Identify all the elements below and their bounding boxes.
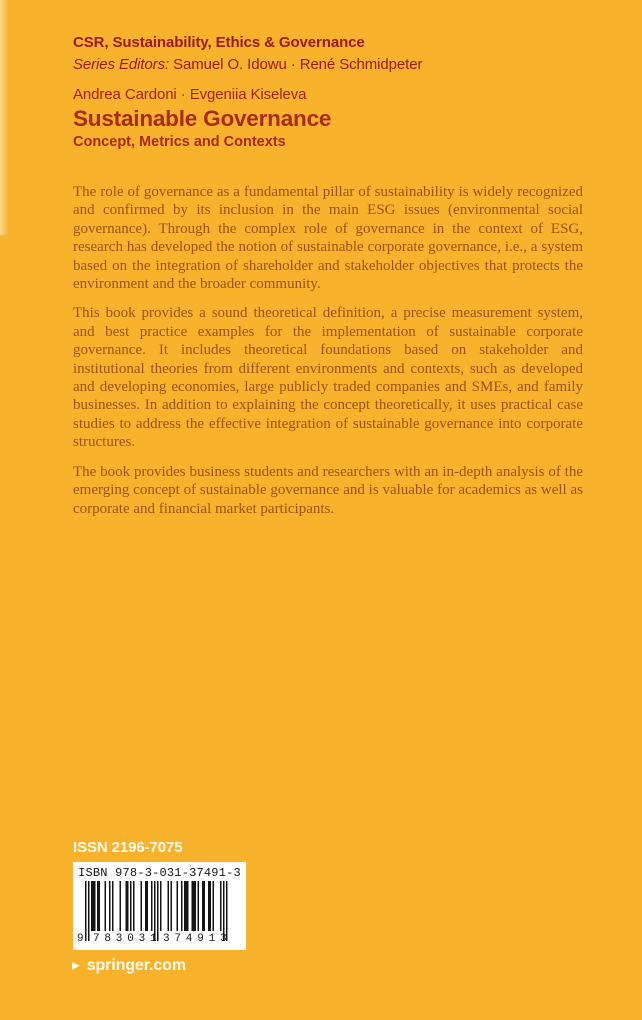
series-editors (73, 55, 422, 74)
ean-digit-first: 9 (77, 933, 84, 945)
springer-arrow-icon: ▶ (72, 960, 80, 972)
series-editors-names: Samuel O. Idowu · René Schmidpeter (173, 56, 423, 73)
title-block (73, 85, 331, 151)
back-cover-blurb (73, 183, 583, 529)
book-title: Sustainable Governance (73, 106, 332, 131)
issn-number: ISSN 2196-7075 (73, 839, 183, 856)
isbn-number: ISBN 978-3-031-37491-3 (78, 866, 241, 880)
series-header (73, 33, 422, 74)
series-editors-label: Series Editors: (73, 56, 170, 73)
publisher-footer (72, 957, 186, 975)
book-authors: Andrea Cardoni · Evgeniia Kiseleva (73, 86, 307, 103)
blurb-paragraph-3: The book provides business students and researchers with an in-depth analysis of the emerging concept of sustainable governance and is valuable for academics as well as corporate and financial market participants. (73, 463, 583, 517)
ean13-barcode-bars (85, 881, 228, 941)
ean-digits-left: 783031 (93, 933, 162, 945)
blurb-paragraph-2: This book provides a sound theoretical definition, a precise measurement system, and best practice examples for the implementation of sustainable corporate governance. It includes theoretical foundations based on stakeholder and institutional theories from different environments and contexts, such as developed and developing economies, large publicly traded companies and SMEs, and family businesses. In addition to explaining the concept theoretically, it uses practical case studies to address the effective integration of sustainable governance into corporate structures. (73, 305, 583, 451)
book-subtitle: Concept, Metrics and Contexts (73, 134, 286, 150)
spine-highlight (0, 0, 9, 235)
ean13-digits (73, 933, 246, 946)
isbn-barcode (73, 862, 246, 950)
blurb-paragraph-1: The role of governance as a fundamental pillar of sustainability is widely recognized and confirmed by its inclusion in the main ESG issues (environmental social governance). Through the complex role of governance in the context of ESG, research has developed the notion of sustainable corporate governance, i.e., a system based on the integration of shareholder and stakeholder objectives that protects the environment and the broader community. (73, 184, 583, 293)
ean-digits-right: 374913 (163, 933, 232, 945)
series-title: CSR, Sustainability, Ethics & Governance (73, 34, 365, 51)
publisher-site: springer.com (86, 957, 186, 974)
